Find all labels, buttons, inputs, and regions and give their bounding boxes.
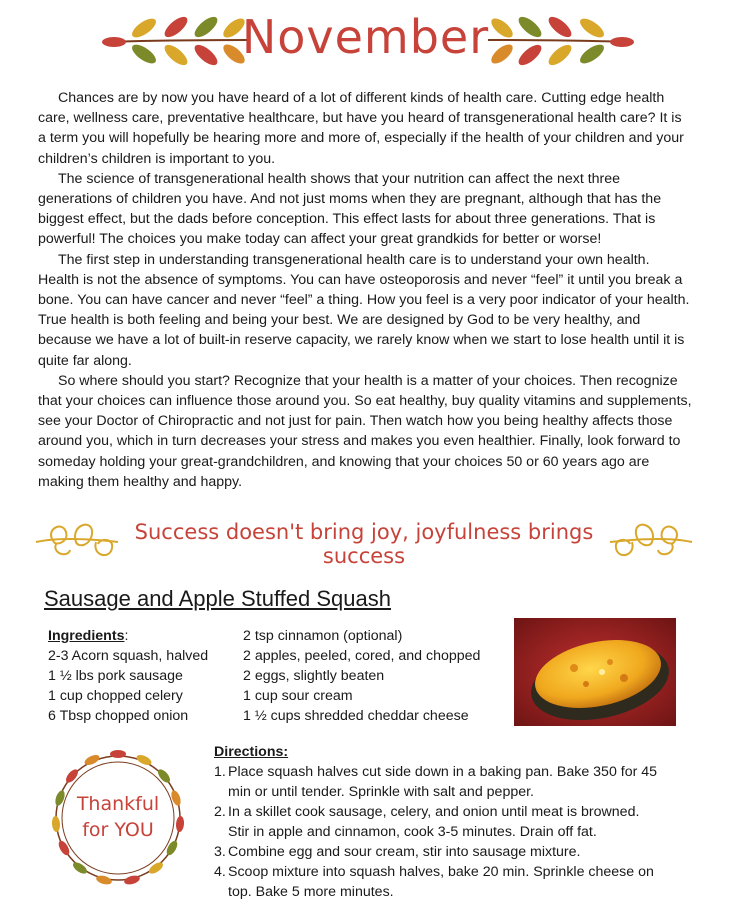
direction-step xyxy=(214,802,664,842)
direction-step xyxy=(214,842,664,862)
page-title: November xyxy=(241,10,490,64)
ingredients-colon: : xyxy=(124,628,129,644)
stuffed-squash-photo xyxy=(514,618,676,726)
article-paragraph: Chances are by now you have heard of a lot of different kinds of health care. Cutting edge health care, wellness care, preventative healthcare, but have you heard of transgenerational health care? It is a term you will hopefully be hearing more and more of, especially if the health of your children and your children’s children is important to you. xyxy=(38,90,684,167)
ingredients-label: Ingredients xyxy=(48,628,125,644)
article-paragraph: So where should you start? Recognize that your health is a matter of your choices. Then recognize that your choices can influence those around you. So eat healthy, buy quality vitamins and supplements, see your Doctor of Chiropractic and not just for pain. Then watch how you being healthy affects those around you, which in turn decreases your stress and makes you even healthier. Finally, look forward to someday holding your great-grandchildren, and knowing that your choices 50 or 60 years ago are making them healthy and happy. xyxy=(38,372,692,490)
ingredients-right-column xyxy=(243,626,480,726)
step-number: 1. xyxy=(214,764,226,780)
article-paragraph: The first step in understanding transgenerational health care is to understand your own health. Health is not the absence of symptoms. You can have osteoporosis and never “feel” it until you break a bone. You can have cancer and never “feel” a thing. How you feel is a very poor indicator of your health. True health is both feeling and being your best. We are designed by God to be very healthy, and because we have a lot of built-in reserve capacity, we rarely know when we start to lose health until it is quite far along. xyxy=(38,251,690,369)
swirl-flourish-right-icon xyxy=(608,512,694,564)
ingredients-heading xyxy=(48,626,208,646)
step-number: 2. xyxy=(214,804,226,820)
ingredient-item: 1 ½ lbs pork sausage xyxy=(48,668,183,684)
ingredient-item: 6 Tbsp chopped onion xyxy=(48,708,189,724)
ingredients-left-column xyxy=(48,626,208,726)
article-paragraph: The science of transgenerational health shows that your nutrition can affect the next three generations of children you have. And not just moms when they are pregnant, although that has the biggest effect, but the dads before conception. This effect lasts for about three generations. That is powerful! The choices you make today can affect your great grandkids for better or worse! xyxy=(38,170,662,248)
step-number: 4. xyxy=(214,864,226,880)
step-number: 3. xyxy=(214,844,226,860)
wreath-line2: for YOU xyxy=(82,819,154,841)
swirl-flourish-left-icon xyxy=(34,512,120,564)
wreath-line1: Thankful xyxy=(76,793,160,815)
directions-label: Directions: xyxy=(214,744,289,760)
ingredient-item: 2-3 Acorn squash, halved xyxy=(48,648,209,664)
step-text: Scoop mixture into squash halves, bake 20 min. Sprinkle cheese on top. Bake 5 more minutes. xyxy=(228,864,654,900)
ingredient-item: 2 eggs, slightly beaten xyxy=(243,668,385,684)
ingredient-item: 2 apples, peeled, cored, and chopped xyxy=(243,648,481,664)
step-text: In a skillet cook sausage, celery, and onion until meat is browned. Stir in apple and cinnamon, cook 3-5 minutes. Drain off fat. xyxy=(228,804,640,840)
article-body xyxy=(38,88,692,492)
direction-step xyxy=(214,762,664,802)
motto-banner xyxy=(0,506,731,566)
ingredient-item: 2 tsp cinnamon (optional) xyxy=(243,628,403,644)
ingredient-item: 1 ½ cups shredded cheddar cheese xyxy=(243,708,469,724)
step-text: Combine egg and sour cream, stir into sausage mixture. xyxy=(228,844,581,860)
ingredient-item: 1 cup chopped celery xyxy=(48,688,183,704)
ingredient-item: 1 cup sour cream xyxy=(243,688,353,704)
step-text: Place squash halves cut side down in a baking pan. Bake 350 for 45 min or until tender. Sprinkle with salt and pepper. xyxy=(228,764,658,800)
thankful-wreath-illustration xyxy=(38,740,198,895)
motto-text: Success doesn't bring joy, joyfulness brings success xyxy=(134,520,594,568)
autumn-leaves-right-icon xyxy=(486,10,636,68)
recipe-title: Sausage and Apple Stuffed Squash xyxy=(44,586,391,611)
page-header xyxy=(0,4,731,74)
directions-section xyxy=(214,742,664,902)
direction-step xyxy=(214,862,664,902)
